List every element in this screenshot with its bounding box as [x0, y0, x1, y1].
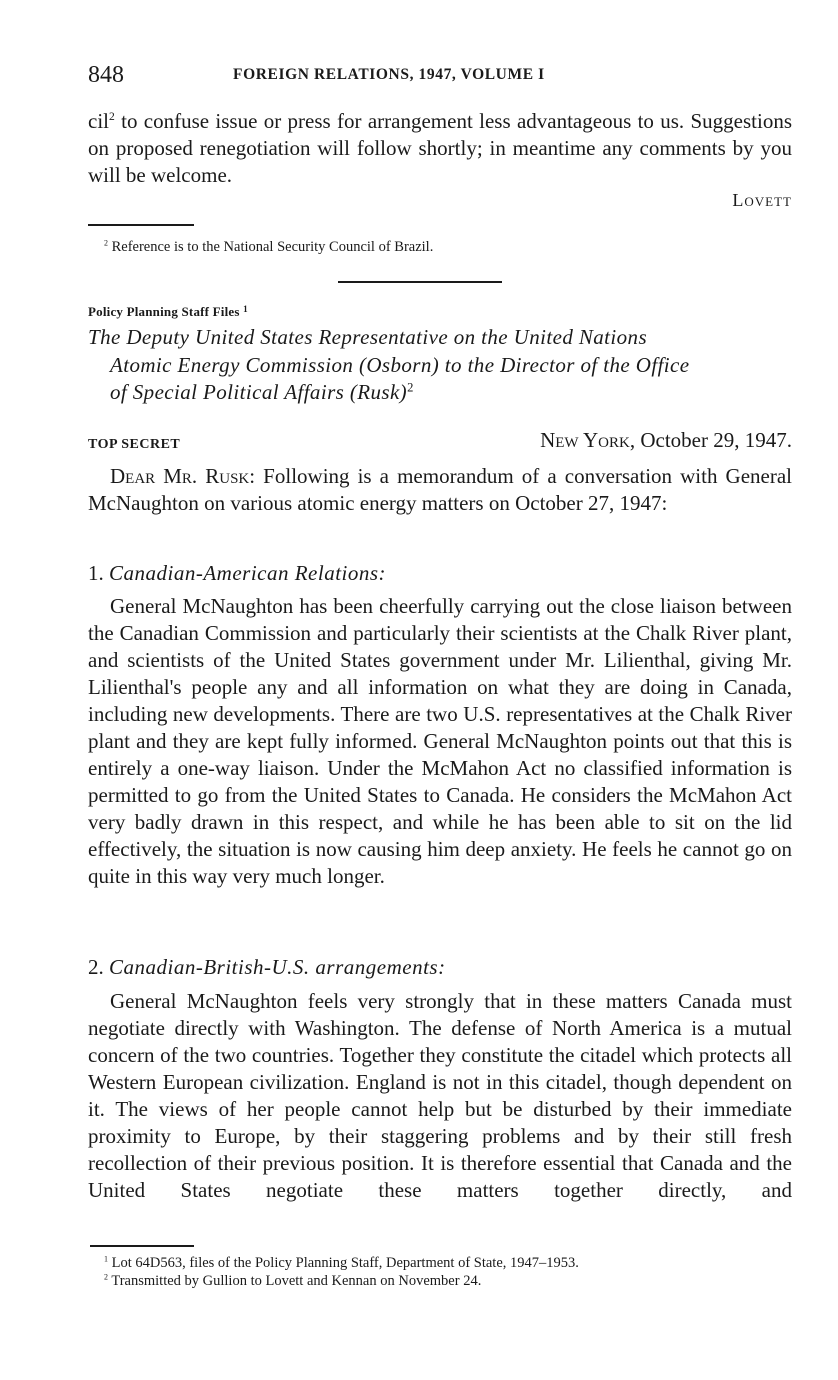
- previous-document-closing-paragraph: [88, 108, 792, 189]
- section-1-number: 1.: [88, 561, 104, 585]
- title-line-3: [88, 379, 792, 407]
- footnote-2: [104, 1273, 481, 1290]
- salutation: Dear Mr. Rusk: [110, 464, 250, 488]
- section-1-heading: [88, 561, 386, 586]
- footnote-prev: [104, 239, 433, 256]
- footnote-1: [104, 1255, 579, 1272]
- title-footnote-ref: 2: [407, 380, 414, 395]
- page-number: 848: [88, 62, 124, 88]
- document-title: [88, 324, 792, 407]
- source-footnote-ref: 1: [243, 304, 248, 314]
- footnote-divider-bottom: [90, 1245, 194, 1247]
- footnote-text: Reference is to the National Security Council of Brazil.: [107, 239, 434, 255]
- prev-text-part1: cil: [88, 109, 109, 133]
- section-1-title: Canadian-American Relations:: [109, 561, 387, 585]
- dateline-place: New York: [540, 428, 630, 452]
- intro-paragraph: [88, 463, 792, 517]
- footnote-2-text: Transmitted by Gullion to Lovett and Kennan on November 24.: [107, 1273, 482, 1289]
- title-line-3-text: of Special Political Affairs (Rusk): [110, 380, 408, 404]
- dateline-date: , October 29, 1947.: [629, 428, 792, 452]
- title-line-1: The Deputy United States Representative on the United Nations: [88, 325, 648, 349]
- source-label: [88, 304, 248, 320]
- source-label-text: Policy Planning Staff Files: [88, 304, 240, 320]
- footnote-1-text: Lot 64D563, files of the Policy Planning Staff, Department of State, 1947–1953.: [107, 1255, 579, 1271]
- intro-text: : Following is a memorandum of a conversation with General McNaughton on various atomic energy matters on October 27, 1947:: [88, 464, 792, 515]
- section-2-number: 2.: [88, 955, 104, 979]
- section-2-body: General McNaughton feels very strongly that in these matters Canada must negotiate directly with Washington. The defense of North America is a mutual concern of the two countries. Together they constitute the citadel which protects all Western European civilization. England is not in this citadel, though dependent on it. The views of her people cannot help but be disturbed by their immediate proximity to Europe, by their staggering problems and by their still fresh recollection of their previous position. It is therefore essential that Canada and the United States negotiate these matters together directly, and: [88, 989, 792, 1202]
- signature: Lovett: [732, 190, 792, 210]
- footnote-number: 2: [104, 238, 108, 248]
- section-2-title: Canadian-British-U.S. arrangements:: [109, 955, 446, 979]
- dateline: [540, 428, 792, 453]
- section-divider: [338, 281, 502, 283]
- classification-label: TOP SECRET: [88, 437, 181, 452]
- section-1-body: General McNaughton has been cheerfully carrying out the close liaison between the Canadian Commission and particularly their scientists at the Chalk River plant, and scientists of the United States government under Mr. Lilienthal, giving Mr. Lilienthal's people any and all information on what they are doing in Canada, including new developments. There are two U.S. representatives at the Chalk River plant and they are kept fully informed. General McNaughton points out that this is entirely a one-way liaison. Under the McMahon Act no classified information is permitted to go from the United States to Canada. He considers the McMahon Act very badly drawn in this respect, and while he has been able to sit on the lid effectively, the situation is now causing him deep anxiety. He feels he cannot go on quite in this way very much longer.: [88, 594, 792, 888]
- running-head: FOREIGN RELATIONS, 1947, VOLUME I: [233, 66, 545, 83]
- title-line-2: Atomic Energy Commission (Osborn) to the Director of the Office: [110, 352, 690, 377]
- footnote-divider: [88, 224, 194, 226]
- page-header: [88, 62, 792, 92]
- prev-text-part2: to confuse issue or press for arrangement less advantageous to us. Suggestions on proposed renegotiation will follow shortly; in meantime any comments by you will be welcome.: [88, 109, 792, 187]
- footnote-2-number: 2: [104, 1272, 108, 1282]
- footnote-1-number: 1: [104, 1254, 108, 1264]
- footnote-ref: 2: [109, 110, 115, 123]
- section-2-heading: [88, 955, 446, 980]
